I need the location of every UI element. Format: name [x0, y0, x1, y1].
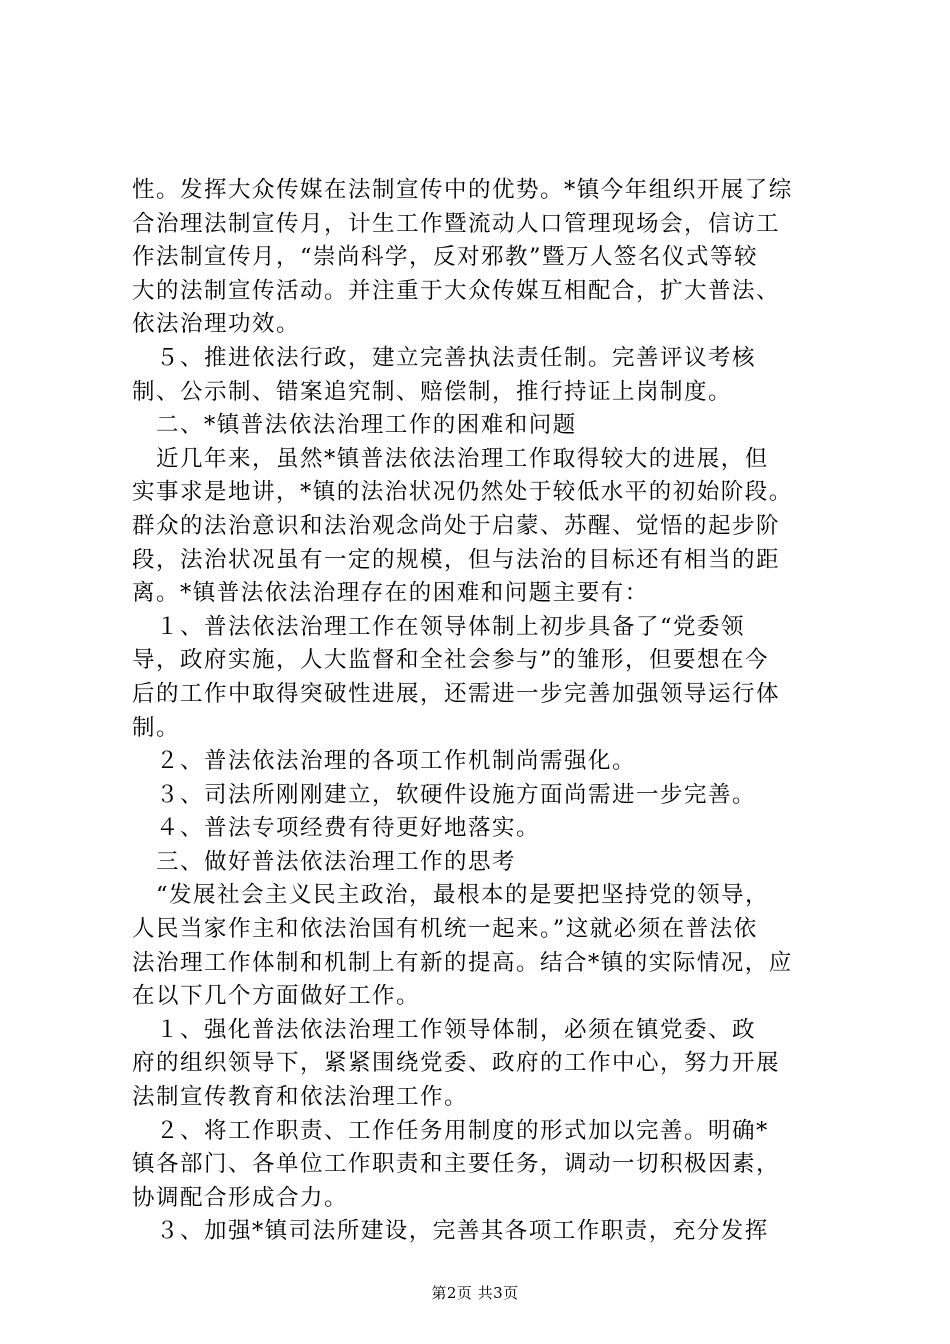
text-line: 作法制宣传月，“崇尚科学，反对邪教”暨万人签名仪式等较 — [132, 244, 759, 271]
text-line: 制。 — [132, 714, 181, 741]
text-line: 人民当家作主和依法治国有机统一起来。”这就必须在普法依 — [132, 916, 758, 943]
document-body — [132, 174, 832, 1249]
text-line: 后的工作中取得突破性进展，还需进一步完善加强领导运行体 — [132, 680, 781, 707]
text-line: 法治理工作体制和机制上有新的提高。结合*镇的实际情况，应 — [132, 949, 793, 976]
text-line: 段，法治状况虽有一定的规模，但与法治的目标还有相当的距 — [132, 546, 781, 573]
text-line: ４、普法专项经费有待更好地落实。 — [132, 815, 541, 842]
text-line: １、强化普法依法治理工作领导体制，必须在镇党委、政 — [132, 1016, 757, 1043]
text-line: 大的法制宣传活动。并注重于大众传媒互相配合，扩大普法、 — [132, 277, 781, 304]
page-number-footer: 第2页 共3页 — [431, 1284, 519, 1302]
text-line: “发展社会主义民主政治，最根本的是要把坚持党的领导， — [132, 882, 770, 909]
text-line: 群众的法治意识和法治观念尚处于启蒙、苏醒、觉悟的起步阶 — [132, 512, 781, 539]
section-heading: 三、做好普法依法治理工作的思考 — [132, 848, 517, 875]
text-line: ２、普法依法治理的各项工作机制尚需强化。 — [132, 748, 637, 775]
text-line: 实事求是地讲，*镇的法治状况仍然处于较低水平的初始阶段。 — [132, 479, 793, 506]
text-line: ３、司法所刚刚建立，软硬件设施方面尚需进一步完善。 — [132, 781, 757, 808]
text-line: 近几年来，虽然*镇普法依法治理工作取得较大的进展，但 — [132, 445, 769, 472]
text-line: １、普法依法治理工作在领导体制上初步具备了“党委领 — [132, 613, 746, 640]
text-line: 依法治理功效。 — [132, 311, 301, 338]
text-line: ３、加强*镇司法所建设，完善其各项工作职责，充分发挥 — [132, 1218, 769, 1245]
text-line: 镇各部门、各单位工作职责和主要任务，调动一切积极因素， — [132, 1151, 781, 1178]
text-line: 导，政府实施，人大监督和全社会参与”的雏形，但要想在今 — [132, 647, 770, 674]
text-line: 府的组织领导下，紧紧围绕党委、政府的工作中心，努力开展 — [132, 1050, 781, 1077]
text-line: 合治理法制宣传月，计生工作暨流动人口管理现场会，信访工 — [132, 210, 781, 237]
text-line: 制、公示制、错案追究制、赔偿制，推行持证上岗制度。 — [132, 378, 733, 405]
text-line: 离。*镇普法依法治理存在的困难和问题主要有： — [132, 580, 649, 607]
section-heading: 二、*镇普法依法治理工作的困难和问题 — [132, 412, 577, 439]
text-line: 性。发挥大众传媒在法制宣传中的优势。*镇今年组织开展了综 — [132, 177, 793, 203]
text-line: 在以下几个方面做好工作。 — [132, 983, 421, 1010]
text-line: ５、推进依法行政，建立完善执法责任制。完善评议考核 — [132, 344, 757, 371]
text-line: ２、将工作职责、工作任务用制度的形式加以完善。明确* — [132, 1117, 769, 1144]
text-line: 法制宣传教育和依法治理工作。 — [132, 1084, 469, 1111]
text-line: 协调配合形成合力。 — [132, 1184, 349, 1211]
